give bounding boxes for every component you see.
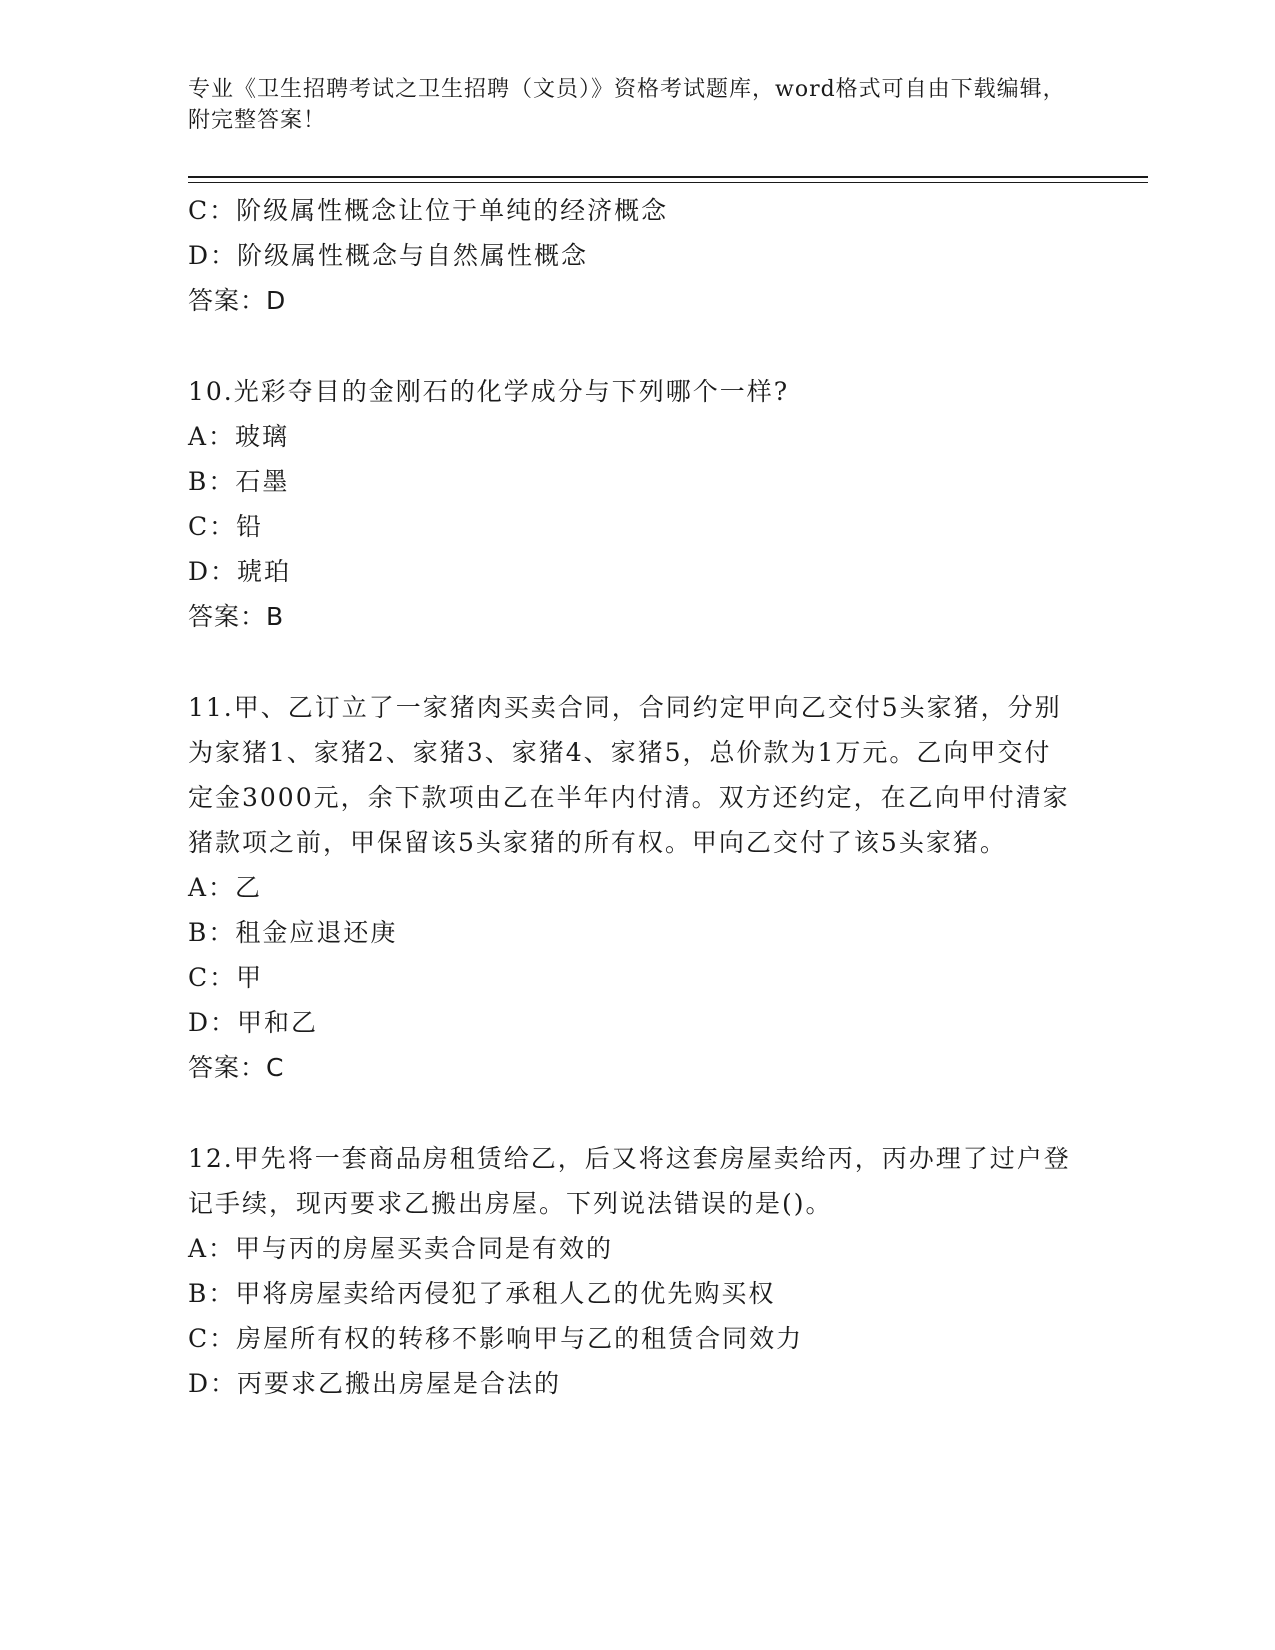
option-d: D：甲和乙 — [188, 1008, 319, 1037]
header-divider-thick — [188, 176, 1148, 178]
option-c: C：甲 — [188, 963, 264, 992]
answer-line: 答案：D — [188, 286, 287, 315]
option-d: D：阶级属性概念与自然属性概念 — [188, 241, 589, 270]
option-a: A：乙 — [188, 873, 263, 902]
answer-line: 答案：C — [188, 1053, 285, 1082]
question-10 — [188, 369, 1088, 639]
document-header: 专业《卫生招聘考试之卫生招聘（文员）》资格考试题库，word格式可自由下载编辑，附完整答案！ — [188, 77, 1066, 133]
question-stem: 11.甲、乙订立了一家猪肉买卖合同，合同约定甲向乙交付5头家猪，分别为家猪1、家猪2、家猪3、家猪4、家猪5，总价款为1万元。乙向甲交付定金3000元，余下款项由乙在半年内付清。双方还约定，在乙向甲付清家猪款项之前，甲保留该5头家猪的所有权。甲向乙交付了该5头家猪。 — [188, 693, 1070, 857]
answer-line: 答案：B — [188, 602, 285, 631]
option-c: C：阶级属性概念让位于单纯的经济概念 — [188, 196, 669, 225]
question-list — [188, 188, 1088, 1406]
option-a: A：玻璃 — [188, 422, 290, 451]
option-a: A：甲与丙的房屋买卖合同是有效的 — [188, 1234, 614, 1263]
header-divider-thin — [188, 182, 1148, 183]
question-9-continued — [188, 188, 1088, 323]
option-c: C：房屋所有权的转移不影响甲与乙的租赁合同效力 — [188, 1324, 804, 1353]
option-b: B：租金应退还庚 — [188, 918, 398, 947]
option-d: D：琥珀 — [188, 557, 292, 586]
question-11 — [188, 685, 1088, 1090]
question-stem: 10.光彩夺目的金刚石的化学成分与下列哪个一样? — [188, 377, 790, 406]
option-b: B：甲将房屋卖给丙侵犯了承租人乙的优先购买权 — [188, 1279, 776, 1308]
question-12 — [188, 1136, 1088, 1406]
question-stem: 12.甲先将一套商品房租赁给乙，后又将这套房屋卖给丙，丙办理了过户登记手续，现丙要求乙搬出房屋。下列说法错误的是()。 — [188, 1144, 1071, 1218]
option-b: B：石墨 — [188, 467, 290, 496]
option-d: D：丙要求乙搬出房屋是合法的 — [188, 1369, 562, 1398]
option-c: C：铅 — [188, 512, 264, 541]
